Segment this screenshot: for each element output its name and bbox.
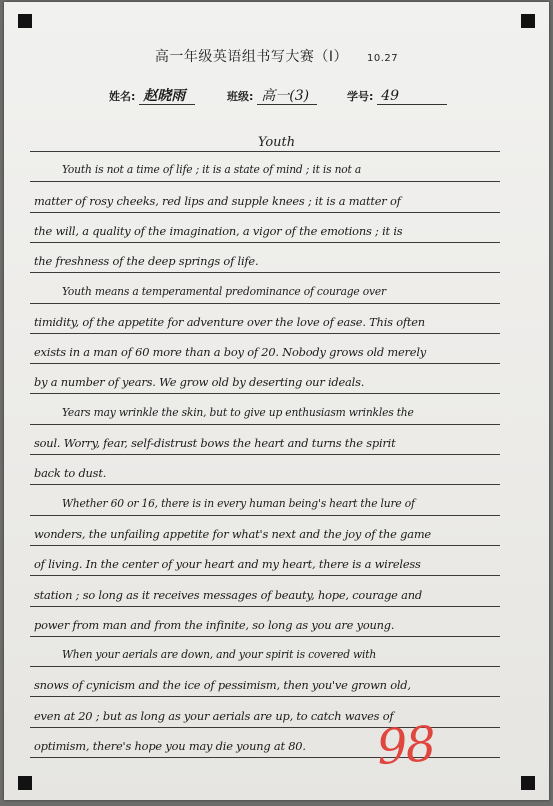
name-value: 赵晓雨 xyxy=(139,88,195,105)
ruled-line xyxy=(30,333,500,334)
ruled-line xyxy=(30,242,500,243)
ruled-line xyxy=(30,515,500,516)
ruled-line xyxy=(30,454,500,455)
contest-title xyxy=(4,46,549,66)
ruled-line xyxy=(30,272,500,273)
name-field xyxy=(109,88,195,105)
ruled-line xyxy=(30,151,500,152)
essay-line: even at 20 ; but as long as your aerials are up, to catch waves of xyxy=(34,708,394,723)
essay-line: timidity, of the appetite for adventure over the love of ease. This often xyxy=(34,314,425,329)
ruled-line xyxy=(30,393,500,394)
essay-line: power from man and from the infinite, so long as you are young. xyxy=(34,617,395,632)
essay-line: soul. Worry, fear, self-distrust bows the heart and turns the spirit xyxy=(34,436,396,450)
essay-line: back to dust. xyxy=(34,466,107,481)
registration-mark-bottom-right xyxy=(521,776,535,790)
essay-line: exists in a man of 60 more than a boy of 20. Nobody grows old merely xyxy=(34,345,426,360)
ruled-line xyxy=(30,606,500,607)
class-field xyxy=(227,88,317,105)
ruled-line xyxy=(30,575,500,576)
essay-line: optimism, there's hope you may die young at 80. xyxy=(34,739,306,753)
student-id-label: 学号: xyxy=(347,90,374,103)
essay-title: Youth xyxy=(257,135,296,150)
ruled-line xyxy=(30,181,500,182)
ruled-line xyxy=(30,424,500,425)
ruled-line xyxy=(30,666,500,667)
registration-mark-top-right xyxy=(521,14,535,28)
answer-sheet xyxy=(4,2,549,800)
ruled-line xyxy=(30,696,500,697)
student-id-field xyxy=(347,88,447,105)
class-label: 班级: xyxy=(227,90,254,103)
registration-mark-bottom-left xyxy=(18,776,32,790)
essay-line: Youth is not a time of life ; it is a state of mind ; it is not a xyxy=(62,163,362,177)
essay-line: by a number of years. We grow old by deserting our ideals. xyxy=(34,375,365,390)
essay-line: Years may wrinkle the skin, but to give up enthusiasm wrinkles the xyxy=(62,405,414,419)
name-label: 姓名: xyxy=(109,90,136,103)
class-value: 高一(3) xyxy=(257,88,317,105)
essay-line: station ; so long as it receives messages of beauty, hope, courage and xyxy=(34,587,422,602)
contest-date: 10.27 xyxy=(366,53,399,64)
ruled-line xyxy=(30,303,500,304)
contest-title-text: 高一年级英语组书写大赛（I） xyxy=(154,49,349,65)
essay-line: of living. In the center of your heart and my heart, there is a wireless xyxy=(34,557,421,572)
ruled-line xyxy=(30,545,500,546)
essay-line: Youth means a temperamental predominance of courage over xyxy=(62,284,386,298)
essay-line: wonders, the unfailing appetite for what's next and the joy of the game xyxy=(34,526,431,541)
ruled-line xyxy=(30,363,500,364)
essay-line: Whether 60 or 16, there is in every human being's heart the lure of xyxy=(62,496,415,510)
score-mark: 98 xyxy=(375,716,436,776)
essay-line: matter of rosy cheeks, red lips and supple knees ; it is a matter of xyxy=(34,193,401,208)
ruled-line xyxy=(30,212,500,213)
ruled-line xyxy=(30,636,500,637)
essay-line: When your aerials are down, and your spirit is covered with xyxy=(62,648,377,662)
student-id-value: 49 xyxy=(377,88,447,105)
ruled-line xyxy=(30,484,500,485)
essay-line: the will, a quality of the imagination, a vigor of the emotions ; it is xyxy=(34,223,403,238)
essay-line: the freshness of the deep springs of life. xyxy=(34,254,259,269)
essay-line: snows of cynicism and the ice of pessimism, then you've grown old, xyxy=(34,678,411,693)
registration-mark-top-left xyxy=(18,14,32,28)
